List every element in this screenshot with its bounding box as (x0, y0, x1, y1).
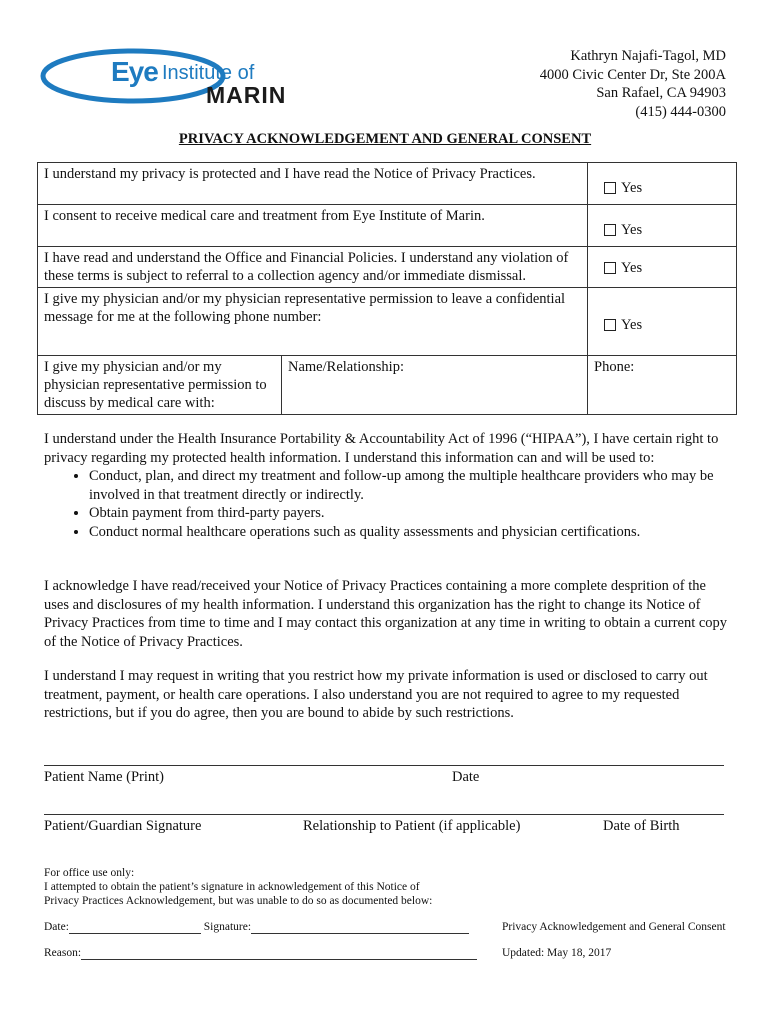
phone-field[interactable] (588, 356, 737, 415)
yes-checkbox[interactable] (604, 262, 616, 274)
practice-address (540, 47, 726, 121)
name-relationship-label: Name/Relationship: (288, 359, 404, 375)
office-signature-label: Signature: (203, 921, 252, 933)
footer-doc-name: Privacy Acknowledgement and General Consent (502, 921, 726, 933)
doctor-name: Kathryn Najafi-Tagol, MD (570, 48, 726, 64)
office-use-section (44, 866, 432, 908)
hipaa-uses-list (44, 467, 729, 541)
yes-checkbox[interactable] (604, 224, 616, 236)
street-address: 4000 Civic Center Dr, Ste 200A (539, 66, 726, 83)
yes-label: Yes (621, 222, 643, 238)
guardian-signature-line[interactable] (44, 814, 724, 815)
office-date-field[interactable] (69, 933, 201, 934)
office-date-signature-row (44, 920, 469, 934)
logo-marin-text: MARIN (206, 82, 287, 108)
hipaa-intro: I understand under the Health Insurance Portability & Accountability Act of 1996 (“HIPAA”), I have certain right to privacy regarding my protected health information. I understand this information can and will be used to: (44, 431, 719, 466)
office-reason-label: Reason: (44, 947, 82, 959)
relationship-label: Relationship to Patient (if applicable) (303, 818, 521, 834)
phone-number: (415) 444-0300 (635, 103, 726, 120)
consent-row (38, 205, 737, 247)
hipaa-section (44, 430, 729, 541)
office-use-line: I attempted to obtain the patient’s signature in acknowledgement of this Notice of (44, 881, 420, 893)
consent-row (38, 247, 737, 288)
office-signature-field[interactable] (251, 933, 469, 934)
list-item: • Obtain payment from third-party payers. (89, 504, 729, 523)
consent-text: I consent to receive medical care and treatment from Eye Institute of Marin. (38, 205, 588, 247)
eye-institute-logo (38, 44, 338, 114)
footer-updated: Updated: May 18, 2017 (502, 947, 612, 959)
date-label: Date (452, 769, 480, 785)
yes-checkbox[interactable] (604, 182, 616, 194)
office-reason-field[interactable] (81, 959, 477, 960)
name-relationship-field[interactable] (282, 356, 588, 415)
care-permission-text: I give my physician and/or my physician representative permission to discuss by medical care with: (38, 356, 282, 415)
consent-text: I give my physician and/or my physician representative permission to leave a confidential message for me at the following phone number: (38, 288, 588, 356)
restriction-paragraph: I understand I may request in writing that you restrict how my private information is used or disclosed to carry out treatment, payment, or health care operations. I also understand you are not required to agree to my requested restrictions, but if you do agree, then you are bound to abide by such restrictions. (44, 668, 708, 721)
city-state-zip: San Rafael, CA 94903 (596, 85, 726, 101)
list-item: • Conduct normal healthcare operations such as quality assessments and physician certifications. (89, 523, 729, 542)
patient-name-line[interactable] (44, 765, 724, 766)
yes-label: Yes (621, 317, 643, 333)
patient-name-label: Patient Name (Print) (44, 769, 165, 785)
care-contact-row (38, 356, 737, 415)
consent-text: I have read and understand the Office and Financial Policies. I understand any violation of these terms is subject to referral to a collection agency and/or immediate dismissal. (38, 247, 588, 288)
consent-row (38, 163, 737, 205)
consent-row (38, 288, 737, 356)
phone-label: Phone: (594, 359, 635, 375)
consent-table (37, 162, 737, 415)
consent-option-cell (588, 205, 737, 247)
logo-institute-text: Institute of (162, 62, 255, 84)
office-date-label: Date: (44, 921, 69, 933)
consent-option-cell (588, 163, 737, 205)
list-item: • Conduct, plan, and direct my treatment and follow-up among the multiple healthcare providers who may be involved in that treatment directly or indirectly. (89, 467, 729, 504)
office-reason-row (44, 946, 477, 960)
dob-label: Date of Birth (603, 818, 680, 834)
yes-label: Yes (621, 180, 643, 196)
yes-checkbox[interactable] (604, 319, 616, 331)
acknowledgement-paragraph: I acknowledge I have read/received your Notice of Privacy Practices containing a more complete desprition of the uses and disclosures of my health information. I understand this organization has the right to change its Notice of Privacy Practices from time to time and I may contact this organization at any time in writing to obtain a current copy of the Notice of Privacy Practices. (44, 578, 728, 650)
yes-label: Yes (621, 260, 643, 276)
logo-eye-text: Eye (111, 56, 158, 87)
consent-option-cell (588, 288, 737, 356)
office-use-line: Privacy Practices Acknowledgement, but was unable to do so as documented below: (44, 895, 433, 907)
consent-option-cell (588, 247, 737, 288)
page-title: PRIVACY ACKNOWLEDGEMENT AND GENERAL CONSENT (178, 131, 592, 147)
consent-text: I understand my privacy is protected and I have read the Notice of Privacy Practices. (38, 163, 588, 205)
guardian-signature-label: Patient/Guardian Signature (44, 818, 202, 834)
office-use-heading: For office use only: (44, 867, 135, 879)
